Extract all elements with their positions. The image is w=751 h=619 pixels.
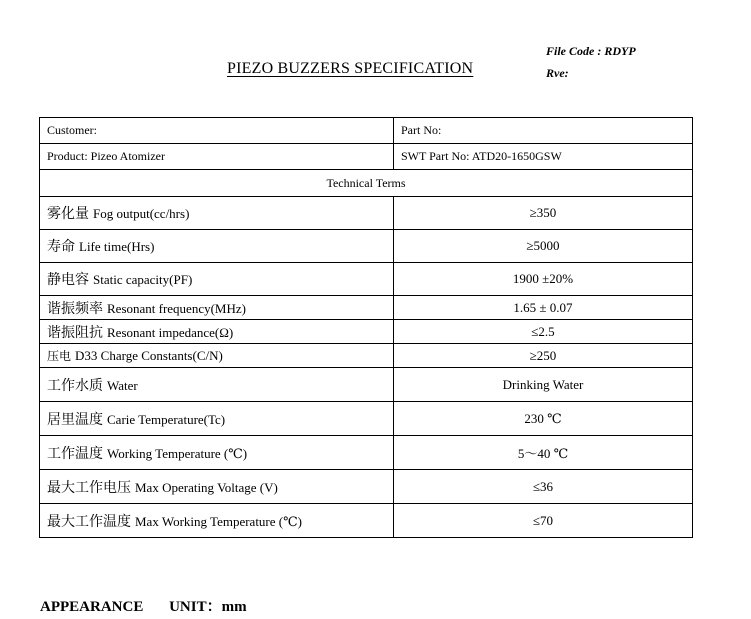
term-label	[40, 470, 394, 504]
term-zh: 工作温度	[47, 445, 103, 462]
product-cell: Product: Pizeo Atomizer	[40, 144, 394, 170]
term-zh: 谐振阻抗	[47, 324, 103, 341]
term-value: 5～40 ℃	[394, 436, 693, 470]
table-row	[40, 470, 693, 504]
table-row-customer	[40, 118, 693, 144]
term-value: Drinking Water	[394, 368, 693, 402]
table-row	[40, 320, 693, 344]
term-value: ≤70	[394, 504, 693, 538]
term-value: ≥350	[394, 197, 693, 230]
table-row-section	[40, 170, 693, 197]
term-en: Static capacity(PF)	[93, 272, 193, 287]
technical-terms-heading: Technical Terms	[40, 170, 693, 197]
term-en: Fog output(cc/hrs)	[93, 206, 190, 221]
term-zh: 最大工作电压	[47, 479, 131, 496]
term-en: Water	[107, 377, 138, 393]
table-row	[40, 436, 693, 470]
part-no-cell: Part No:	[394, 118, 693, 144]
table-row	[40, 263, 693, 296]
term-en: D33 Charge Constants(C/N)	[75, 348, 223, 363]
table-row-product	[40, 144, 693, 170]
term-en: Max Working Temperature (℃)	[135, 513, 302, 529]
term-en: Resonant impedance(Ω)	[107, 324, 234, 340]
specification-table	[39, 117, 693, 538]
table-row	[40, 197, 693, 230]
customer-cell: Customer:	[40, 118, 394, 144]
term-en: Resonant frequency(MHz)	[107, 300, 246, 316]
term-zh: 谐振频率	[47, 300, 103, 317]
term-label	[40, 368, 394, 402]
term-label	[40, 344, 394, 368]
term-zh: 最大工作温度	[47, 513, 131, 530]
table-row	[40, 230, 693, 263]
unit-label: UNIT：mm	[169, 599, 247, 615]
term-en: Max Operating Voltage (V)	[135, 479, 278, 495]
term-value: ≤2.5	[394, 320, 693, 344]
term-zh: 压电	[47, 349, 72, 363]
term-zh: 静电容	[47, 272, 89, 288]
appearance-label: APPEARANCE	[40, 599, 144, 615]
term-value: 1.65 ± 0.07	[394, 296, 693, 320]
document-title: PIEZO BUZZERS SPECIFICATION	[227, 60, 474, 77]
term-label	[40, 402, 394, 436]
term-zh: 居里温度	[47, 411, 103, 428]
term-value: 230 ℃	[394, 402, 693, 436]
term-zh: 工作水质	[47, 377, 103, 394]
table-row	[40, 344, 693, 368]
term-en: Carie Temperature(Tc)	[107, 411, 226, 427]
term-value: ≥5000	[394, 230, 693, 263]
term-en: Working Temperature (℃)	[107, 445, 248, 461]
term-en: Life time(Hrs)	[79, 239, 155, 254]
term-label	[40, 320, 394, 344]
revision-label: Rve:	[546, 66, 569, 80]
term-value: ≤36	[394, 470, 693, 504]
term-label	[40, 263, 394, 296]
term-label	[40, 296, 394, 320]
term-label	[40, 504, 394, 538]
table-row	[40, 296, 693, 320]
term-zh: 雾化量	[47, 206, 89, 222]
term-value: 1900 ±20%	[394, 263, 693, 296]
term-value: ≥250	[394, 344, 693, 368]
swt-part-no-cell: SWT Part No: ATD20-1650GSW	[394, 144, 693, 170]
file-code: File Code : RDYP	[546, 44, 636, 58]
table-row	[40, 402, 693, 436]
table-row	[40, 368, 693, 402]
appearance-heading	[40, 595, 247, 616]
term-zh: 寿命	[47, 239, 75, 255]
term-label	[40, 197, 394, 230]
term-label	[40, 230, 394, 263]
table-row	[40, 504, 693, 538]
term-label	[40, 436, 394, 470]
